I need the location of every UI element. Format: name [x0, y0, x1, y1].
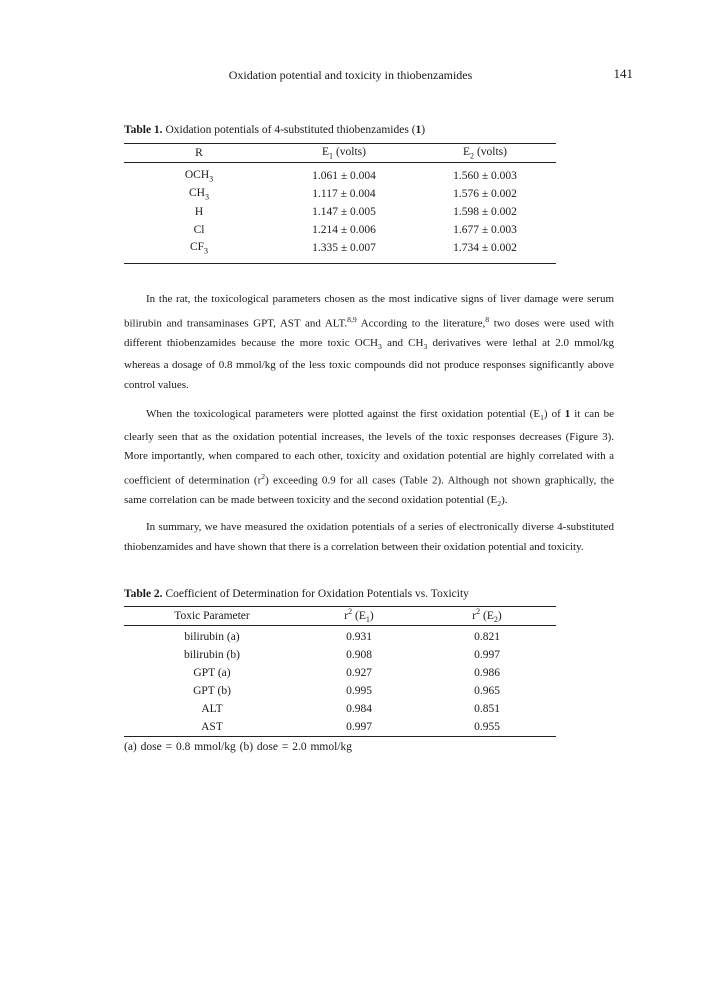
table-cell: 1.576 ± 0.002 [453, 188, 517, 200]
table-cell: 0.931 [346, 631, 372, 643]
table-row [124, 626, 556, 647]
table-row [124, 682, 556, 700]
table2-footnote: (a) dose = 0.8 mmol/kg (b) dose = 2.0 mmol/kg [124, 741, 352, 753]
table-row [124, 203, 556, 221]
running-title: Oxidation potential and toxicity in thiobenzamides [228, 68, 473, 82]
table2 [124, 606, 556, 737]
table-cell: 1.147 ± 0.005 [312, 206, 376, 218]
table-cell: 1.117 ± 0.004 [312, 188, 376, 200]
table1-caption-text: Oxidation potentials of 4-substituted thiobenzamides (1) [165, 124, 426, 136]
table-cell: 0.927 [346, 667, 372, 679]
table-cell: 1.734 ± 0.002 [453, 242, 517, 254]
table2-col-header: $r^2$ $(E_1)$ [300, 607, 418, 626]
table-cell: 0.984 [346, 703, 372, 715]
table1 [124, 143, 556, 264]
table-cell: 0.997 [346, 721, 372, 733]
table-row [124, 664, 556, 682]
table-cell: 1.061 ± 0.004 [312, 170, 376, 182]
table-cell: bilirubin (a) [184, 631, 240, 643]
table-cell: GPT (a) [193, 667, 231, 679]
body-paragraph: When the toxicological parameters were plotted against the first oxidation potential $(E_1)$ of 1 it can be clearly seen that as the oxidation potential increases, the levels of the toxic responses decreases (Figure 3). More importantly, when compared to each other, toxicity and oxidation potential are highly correlated with a coefficient of determination $(r^2)$ exceeding 0.9 for all cases (Table 2). Although not shown graphically, the same correlation can be made between toxicity and the second oxidation potential $(E_2)$. [124, 408, 615, 509]
table-cell: 0.955 [474, 721, 500, 733]
table-row [124, 163, 556, 186]
table-cell: H [194, 206, 204, 218]
table1-col-header: $E_1$ (volts) [274, 144, 414, 163]
table1-col-header: R [124, 144, 274, 163]
table1-header-row [124, 144, 556, 163]
table-cell: 0.908 [346, 649, 372, 661]
table-cell: GPT (b) [193, 685, 231, 697]
table-cell: 0.986 [474, 667, 500, 679]
table-cell: 1.560 ± 0.003 [453, 170, 517, 182]
table1-col-header: $E_2$ (volts) [414, 144, 556, 163]
table-cell: 1.677 ± 0.003 [453, 224, 517, 236]
table1-caption [124, 124, 425, 136]
table-row [124, 718, 556, 737]
table-cell: 0.851 [474, 703, 500, 715]
table2-caption-text: Coefficient of Determination for Oxidation Potentials vs. Toxicity [165, 588, 469, 600]
table-cell: 0.997 [474, 649, 500, 661]
table-cell: 0.965 [474, 685, 500, 697]
table-row [124, 646, 556, 664]
table-cell: AST [201, 721, 223, 733]
body-paragraph: In summary, we have measured the oxidation potentials of a series of electronically diverse 4-substituted thiobenzamides and have shown that there is a correlation between their oxidation potential and toxicity. [124, 521, 614, 553]
table-cell: $CF_3$ [189, 240, 209, 256]
table-row [124, 239, 556, 264]
table-cell: 1.598 ± 0.002 [453, 206, 517, 218]
table-cell: $CH_3$ [188, 186, 209, 202]
table-cell: 0.821 [474, 631, 500, 643]
table-cell: $OCH_3$ [184, 168, 214, 184]
table1-label: Table 1. [124, 124, 163, 136]
table2-col-header: Toxic Parameter [124, 607, 300, 626]
table-cell: bilirubin (b) [184, 649, 240, 661]
table-row [124, 221, 556, 239]
table-cell: Cl [193, 224, 205, 236]
table2-header-row [124, 607, 556, 626]
table-cell: 0.995 [346, 685, 372, 697]
table-row [124, 700, 556, 718]
table-cell: ALT [201, 703, 223, 715]
page-number: 141 [613, 66, 633, 81]
table2-label: Table 2. [124, 588, 163, 600]
table-cell: 1.335 ± 0.007 [312, 242, 376, 254]
table-cell: 1.214 ± 0.006 [312, 224, 376, 236]
body-paragraph: In the rat, the toxicological parameters chosen as the most indicative signs of liver damage were serum bilirubin and transaminases GPT, AST and ALT.$^{8,9}$ According to the literature,$^8$ two doses were used with different thiobenzamides because the more toxic $OCH_3$ and $CH_3$ derivatives were lethal at 2.0 mmol/kg whereas a dosage of 0.8 mmol/kg of the less toxic compounds did not produce responses significantly above control values. [124, 293, 614, 391]
table2-caption [124, 588, 469, 600]
table2-col-header: $r^2$ $(E_2)$ [418, 607, 556, 626]
table-row [124, 185, 556, 203]
